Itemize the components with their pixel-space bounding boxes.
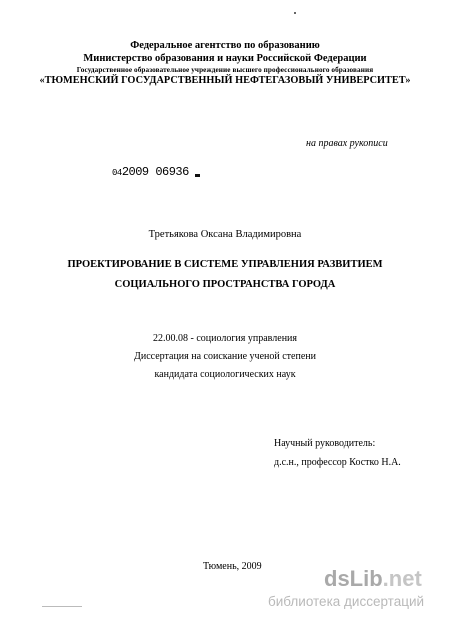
dissertation-title-line-1: ПРОЕКТИРОВАНИЕ В СИСТЕМЕ УПРАВЛЕНИЯ РАЗВИТИЕМ — [67, 259, 383, 270]
dslib-watermark — [266, 566, 446, 614]
dissertation-title-line-2: СОЦИАЛЬНОГО ПРОСТРАНСТВА ГОРОДА — [114, 279, 336, 290]
watermark-logo-tld: .net — [382, 566, 422, 591]
university-name: «ТЮМЕНСКИЙ ГОСУДАРСТВЕННЫЙ НЕФТЕГАЗОВЫЙ УНИВЕРСИТЕТ» — [39, 75, 411, 86]
institution-type: Государственное образовательное учреждение высшего профессионального образования — [76, 66, 374, 74]
agency-name: Федеральное агентство по образованию — [130, 40, 320, 51]
supervisor-name: д.с.н., профессор Костко Н.А. — [274, 457, 401, 468]
scan-line — [42, 606, 82, 607]
degree-name: кандидата социологических наук — [154, 369, 296, 380]
registration-code: 2009 06936 — [121, 165, 189, 179]
supervisor-label: Научный руководитель: — [274, 438, 376, 449]
stamp-mark — [195, 174, 200, 177]
author-name: Третьякова Оксана Владимировна — [148, 229, 302, 240]
degree-statement: Диссертация на соискание ученой степени — [134, 351, 316, 362]
registration-stamp — [112, 165, 189, 179]
watermark-subtitle: библиотека диссертаций — [268, 594, 425, 609]
specialty-code: 22.00.08 - социология управления — [153, 333, 297, 344]
scan-speck — [294, 12, 296, 14]
registration-prefix: 04 — [112, 168, 122, 178]
watermark-logo-main: dsLib — [324, 566, 383, 591]
watermark-logo — [324, 566, 422, 592]
rights-note: на правах рукописи — [306, 138, 388, 149]
ministry-name: Министерство образования и науки Российской Федерации — [83, 53, 367, 64]
city-year: Тюмень, 2009 — [203, 561, 262, 572]
